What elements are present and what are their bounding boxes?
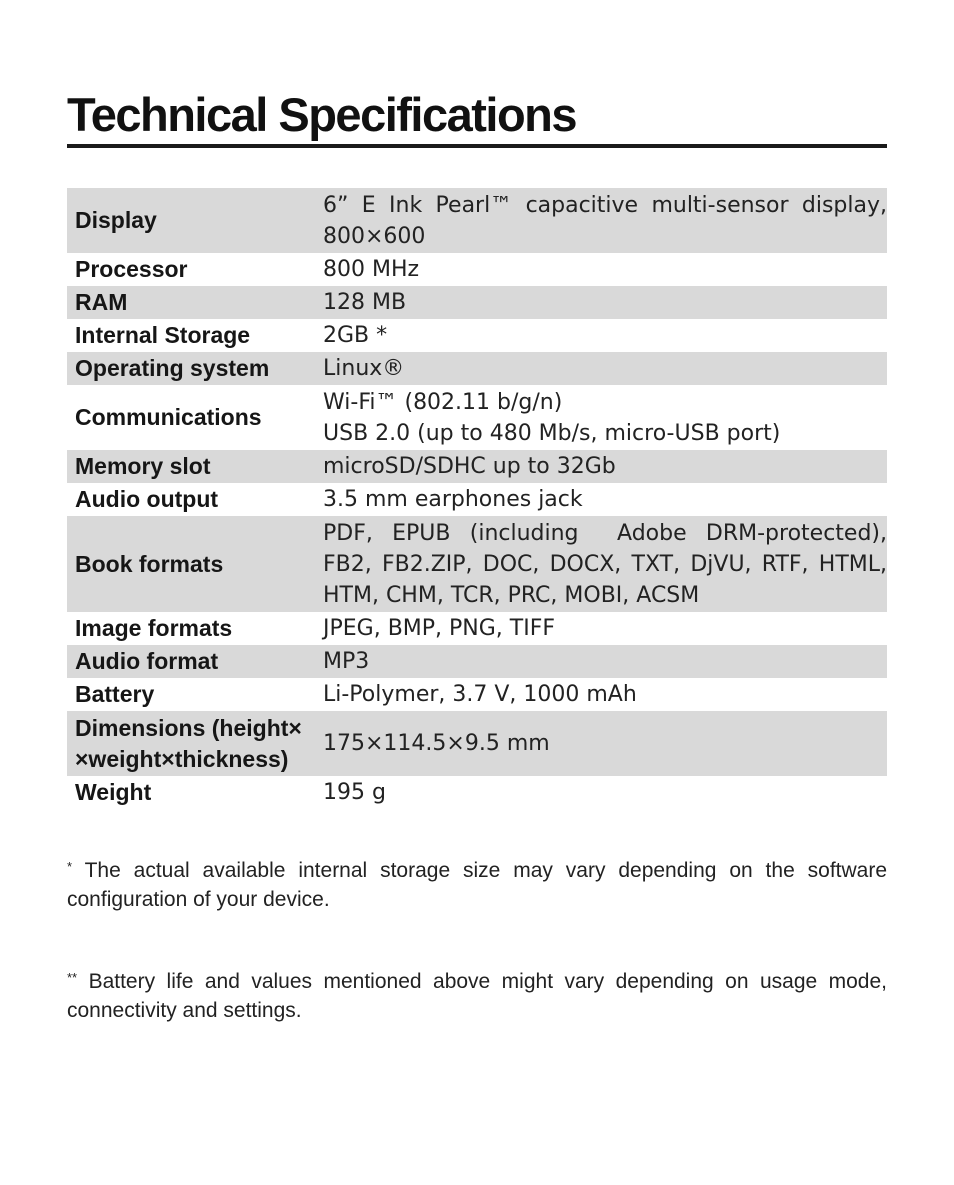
spec-label-line: Dimensions (height× xyxy=(75,714,302,741)
spec-value-battery: Li-Polymer, 3.7 V, 1000 mAh xyxy=(323,682,637,707)
spec-value-display xyxy=(314,188,887,253)
footnote-marker: * xyxy=(67,859,73,874)
spec-label-book-formats: Book formats xyxy=(67,516,314,612)
table-row xyxy=(67,450,887,483)
table-row xyxy=(67,776,887,809)
table-row xyxy=(67,286,887,319)
spec-label-communications: Communications xyxy=(75,404,262,430)
spec-label-audio-output: Audio output xyxy=(75,486,219,512)
table-row xyxy=(67,645,887,678)
spec-value-operating-system: Linux® xyxy=(314,352,887,385)
table-row xyxy=(67,711,887,776)
spec-value-ram: 128 MB xyxy=(314,286,887,319)
footnote-text: The actual available internal storage size may vary depending on the software configuration of your device. xyxy=(67,859,887,911)
spec-label-display: Display xyxy=(67,188,314,253)
spec-label-ram: RAM xyxy=(67,286,314,319)
spec-value-memory-slot: microSD/SDHC up to 32Gb xyxy=(314,450,887,483)
spec-value-line: USB 2.0 (up to 480 Mb/s, micro-USB port) xyxy=(323,420,781,446)
spec-value-line: 800×600 xyxy=(323,223,426,249)
spec-label-battery: Battery xyxy=(75,681,155,707)
page-title: Technical Specifications xyxy=(67,86,887,148)
footnote-storage xyxy=(67,856,887,914)
spec-value-line: 6” E Ink Pearl™ capacitive multi-sensor display, xyxy=(323,192,887,218)
spec-value-line: PDF, EPUB (including Adobe DRM-protected), xyxy=(323,520,887,546)
spec-label-audio-format: Audio format xyxy=(67,645,314,678)
spec-value-line: Wi-Fi™ (802.11 b/g/n) xyxy=(323,389,563,415)
spec-value-image-formats: JPEG, BMP, PNG, TIFF xyxy=(323,616,556,641)
table-row xyxy=(67,253,887,286)
table-row xyxy=(67,516,887,612)
footnote-marker: ** xyxy=(67,970,78,985)
specifications-table xyxy=(67,188,887,809)
spec-label-image-formats: Image formats xyxy=(75,615,233,641)
table-row xyxy=(67,385,887,450)
spec-value-weight: 195 g xyxy=(323,780,386,805)
spec-value-audio-format: MP3 xyxy=(314,645,887,678)
spec-value-dimensions: 175×114.5×9.5 mm xyxy=(314,711,887,776)
table-row xyxy=(67,612,887,645)
spec-value-audio-output: 3.5 mm earphones jack xyxy=(323,487,583,512)
spec-value-internal-storage: 2GB * xyxy=(323,323,388,348)
spec-label-memory-slot: Memory slot xyxy=(67,450,314,483)
spec-label-operating-system: Operating system xyxy=(67,352,314,385)
table-row xyxy=(67,188,887,253)
spec-label-internal-storage: Internal Storage xyxy=(75,322,251,348)
spec-value-processor: 800 MHz xyxy=(323,257,420,282)
spec-label-weight: Weight xyxy=(75,779,152,805)
spec-value-communications xyxy=(314,385,887,450)
spec-value-line: FB2, FB2.ZIP, DOC, DOCX, TXT, DjVU, RTF, HTML, xyxy=(323,551,887,577)
table-row xyxy=(67,319,887,352)
spec-label-line: ×weight×thickness) xyxy=(75,745,289,772)
footnote-text: Battery life and values mentioned above might vary depending on usage mode, connectivity and settings. xyxy=(67,970,887,1022)
spec-label-processor: Processor xyxy=(75,256,188,282)
table-row xyxy=(67,678,887,711)
spec-value-line: HTM, CHM, TCR, PRC, MOBI, ACSM xyxy=(323,582,700,608)
table-row xyxy=(67,352,887,385)
table-row xyxy=(67,483,887,516)
spec-value-book-formats xyxy=(314,516,887,612)
footnote-battery xyxy=(67,967,887,1025)
spec-label-dimensions xyxy=(67,711,314,776)
